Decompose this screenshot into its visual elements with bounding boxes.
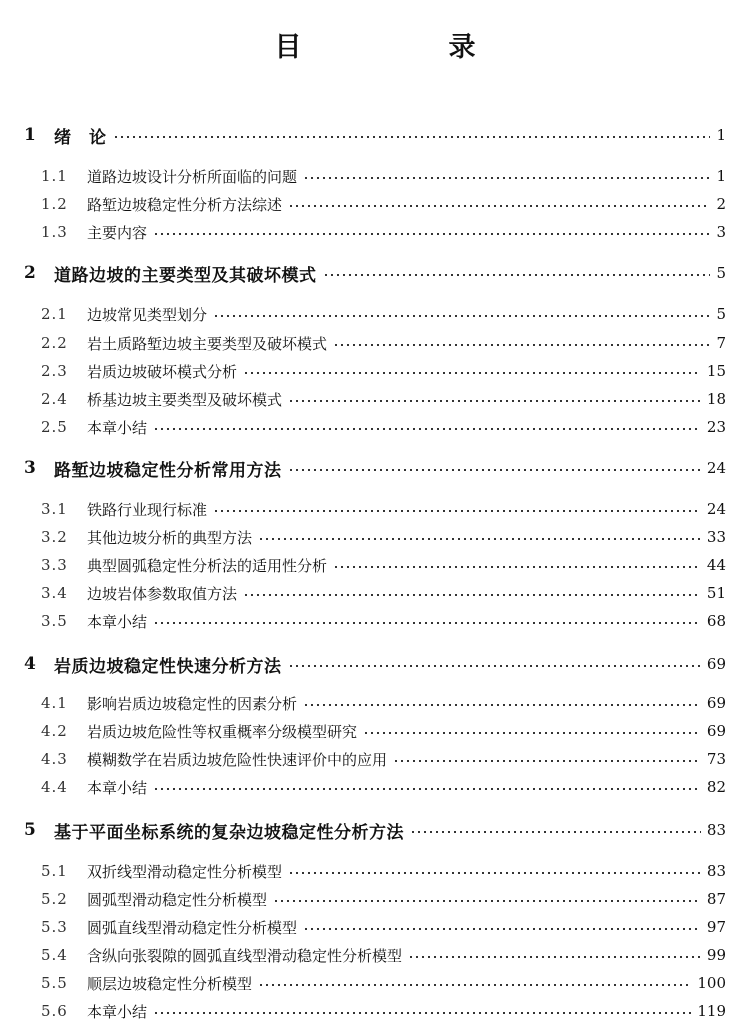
toc-entry-page-number: 99 [706,946,726,964]
toc-entry-page-number: 82 [706,778,726,796]
toc-section-entry[interactable] [0,773,750,801]
toc-dot-leader [273,900,701,902]
toc-entry-number: 4.1 [41,694,68,712]
toc-dot-leader [408,956,701,958]
toc-dot-leader [363,732,701,734]
toc-dot-leader [213,315,710,317]
toc-section-entry[interactable] [0,385,750,413]
toc-entry-title: 其他边坡分析的典型方法 [87,528,253,547]
toc-entry-number: 4.2 [41,722,68,740]
toc-dot-leader [113,136,711,138]
toc-chapter-entry[interactable] [0,816,750,844]
toc-dot-leader [288,205,710,207]
toc-entry-title: 道路边坡的主要类型及其破坏模式 [54,265,317,286]
toc-entry-title: 基于平面坐标系统的复杂边坡稳定性分析方法 [54,822,404,843]
toc-entry-title: 含纵向张裂隙的圆弧直线型滑动稳定性分析模型 [87,946,403,965]
toc-entry-title: 道路边坡设计分析所面临的问题 [87,167,298,186]
toc-entry-number: 5.6 [41,1002,68,1020]
toc-entry-number: 1.1 [41,167,68,185]
toc-dot-leader [333,566,701,568]
toc-section-entry[interactable] [0,745,750,773]
toc-section-entry[interactable] [0,579,750,607]
toc-dot-leader [393,760,701,762]
toc-dot-leader [323,274,711,276]
toc-entry-number: 3.3 [41,556,68,574]
toc-entry-title: 路堑边坡稳定性分析方法综述 [87,195,283,214]
toc-entry-title: 影响岩质边坡稳定性的因素分析 [87,694,298,713]
toc-entry-page-number: 87 [706,890,726,908]
toc-entry-number: 1.2 [41,195,68,213]
toc-dot-leader [410,831,701,833]
toc-entry-number: 2.5 [41,418,68,436]
toc-entry-number: 3.4 [41,584,68,602]
toc-entry-number: 3.1 [41,500,68,518]
toc-entry-title: 铁路行业现行标准 [87,500,208,519]
toc-entry-page-number: 83 [706,862,726,880]
toc-entry-page-number: 23 [706,418,726,436]
toc-entry-page-number: 5 [716,305,726,323]
toc-entry-page-number: 24 [706,500,726,518]
toc-dot-leader [333,344,710,346]
toc-entry-number: 3.5 [41,612,68,630]
toc-entry-page-number: 69 [706,655,726,673]
toc-chapter-entry[interactable] [0,650,750,678]
toc-entry-number: 4.4 [41,778,68,796]
toc-section-entry[interactable] [0,523,750,551]
toc-entry-title: 绪 论 [54,127,107,148]
toc-entry-page-number: 69 [706,694,726,712]
toc-section-entry[interactable] [0,997,750,1025]
toc-section-entry[interactable] [0,913,750,941]
toc-section-entry[interactable] [0,607,750,635]
toc-dot-leader [213,510,701,512]
toc-entry-number: 5.1 [41,862,68,880]
toc-entry-number: 4 [24,654,36,674]
toc-entry-page-number: 1 [716,126,726,144]
toc-dot-leader [243,372,701,374]
toc-entry-page-number: 3 [716,223,726,241]
toc-section-entry[interactable] [0,329,750,357]
toc-dot-leader [288,872,701,874]
toc-entry-title: 双折线型滑动稳定性分析模型 [87,862,283,881]
toc-entry-title: 岩质边坡破坏模式分析 [87,362,238,381]
toc-section-entry[interactable] [0,717,750,745]
toc-entry-title: 顺层边坡稳定性分析模型 [87,974,253,993]
toc-entry-number: 2.2 [41,334,68,352]
toc-dot-leader [258,984,691,986]
toc-entry-title: 边坡常见类型划分 [87,305,208,324]
toc-chapter-entry[interactable] [0,454,750,482]
toc-dot-leader [288,469,701,471]
toc-chapter-entry[interactable] [0,121,750,149]
page-title: 目 录 [274,32,536,63]
toc-entry-title: 岩质边坡危险性等权重概率分级模型研究 [87,722,358,741]
toc-entry-title: 本章小结 [87,418,148,437]
toc-entry-page-number: 119 [697,1002,726,1020]
toc-entry-number: 1 [24,125,36,145]
toc-entry-page-number: 44 [706,556,726,574]
toc-dot-leader [303,704,701,706]
toc-entry-page-number: 69 [706,722,726,740]
toc-entry-number: 5.4 [41,946,68,964]
toc-entry-title: 本章小结 [87,1002,148,1021]
toc-dot-leader [303,928,701,930]
toc-entry-title: 圆弧直线型滑动稳定性分析模型 [87,918,298,937]
toc-dot-leader [243,594,701,596]
toc-entry-number: 3 [24,458,36,478]
toc-entry-page-number: 2 [716,195,726,213]
toc-entry-number: 3.2 [41,528,68,546]
toc-dot-leader [153,428,701,430]
toc-section-entry[interactable] [0,689,750,717]
toc-section-entry[interactable] [0,857,750,885]
toc-entry-title: 桥基边坡主要类型及破坏模式 [87,390,283,409]
toc-entry-page-number: 83 [706,821,726,839]
toc-section-entry[interactable] [0,218,750,246]
toc-entry-title: 模糊数学在岩质边坡危险性快速评价中的应用 [87,750,388,769]
toc-entry-title: 路堑边坡稳定性分析常用方法 [54,460,282,481]
toc-entry-title: 本章小结 [87,612,148,631]
toc-section-entry[interactable] [0,885,750,913]
toc-entry-page-number: 24 [706,459,726,477]
toc-dot-leader [288,665,701,667]
toc-entry-number: 4.3 [41,750,68,768]
toc-section-entry[interactable] [0,162,750,190]
toc-entry-title: 岩质边坡稳定性快速分析方法 [54,656,282,677]
toc-entry-page-number: 51 [706,584,726,602]
toc-entry-number: 2.3 [41,362,68,380]
toc-entry-title: 圆弧型滑动稳定性分析模型 [87,890,268,909]
toc-section-entry[interactable] [0,413,750,441]
toc-entry-page-number: 68 [706,612,726,630]
toc-entry-page-number: 7 [716,334,726,352]
toc-entry-page-number: 5 [716,264,726,282]
toc-section-entry[interactable] [0,969,750,997]
toc-entry-page-number: 97 [706,918,726,936]
toc-entry-title: 岩土质路堑边坡主要类型及破坏模式 [87,334,328,353]
toc-entry-number: 2.1 [41,305,68,323]
toc-section-entry[interactable] [0,190,750,218]
toc-entry-number: 2 [24,263,36,283]
toc-entry-number: 5.5 [41,974,68,992]
toc-entry-number: 5.2 [41,890,68,908]
toc-section-entry[interactable] [0,495,750,523]
toc-entry-number: 1.3 [41,223,68,241]
toc-entry-title: 主要内容 [87,223,148,242]
toc-dot-leader [258,538,701,540]
toc-entry-number: 5.3 [41,918,68,936]
toc-entry-page-number: 73 [706,750,726,768]
toc-entry-page-number: 18 [706,390,726,408]
toc-section-entry[interactable] [0,941,750,969]
toc-dot-leader [153,1012,691,1014]
toc-dot-leader [288,400,701,402]
toc-section-entry[interactable] [0,300,750,328]
toc-entry-page-number: 1 [716,167,726,185]
toc-entry-page-number: 100 [697,974,726,992]
toc-chapter-entry[interactable] [0,259,750,287]
toc-entry-number: 5 [24,820,36,840]
toc-entry-page-number: 33 [706,528,726,546]
toc-entry-number: 2.4 [41,390,68,408]
toc-entry-page-number: 15 [706,362,726,380]
toc-entry-title: 典型圆弧稳定性分析法的适用性分析 [87,556,328,575]
toc-dot-leader [153,788,701,790]
toc-dot-leader [153,622,701,624]
toc-entry-title: 本章小结 [87,778,148,797]
toc-dot-leader [153,233,710,235]
toc-section-entry[interactable] [0,551,750,579]
toc-section-entry[interactable] [0,357,750,385]
toc-dot-leader [303,177,710,179]
toc-entry-title: 边坡岩体参数取值方法 [87,584,238,603]
